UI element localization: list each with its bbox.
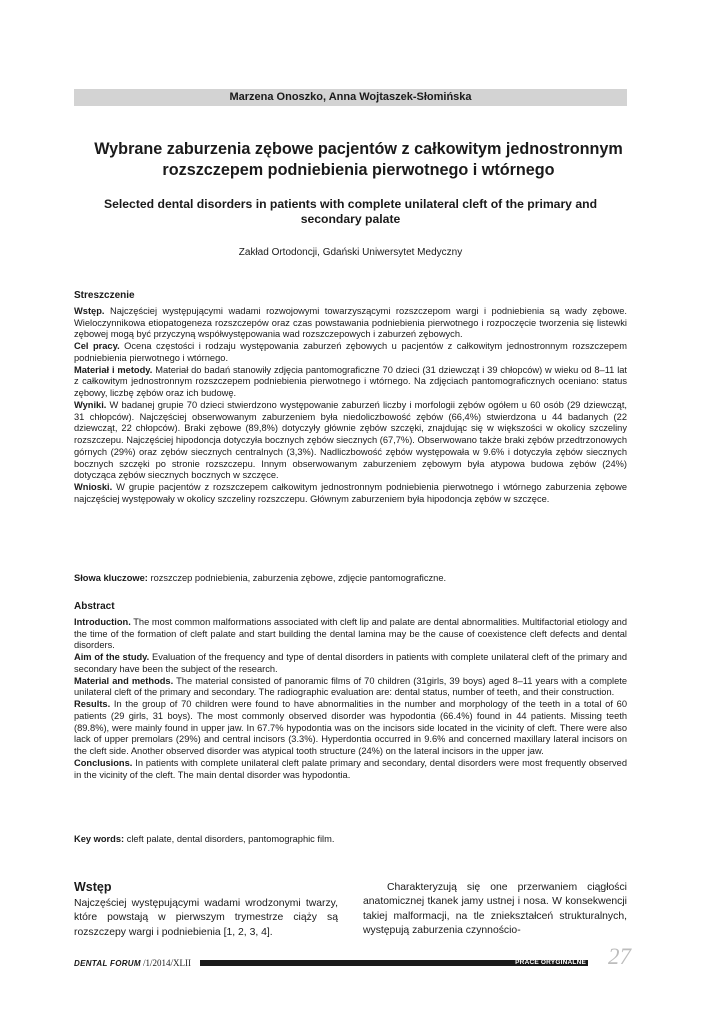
streszczenie-heading: Streszczenie xyxy=(74,290,135,301)
abstract-results xyxy=(74,699,627,758)
streszczenie-section xyxy=(74,290,627,506)
introduction-text: The most common malformations associated with cleft lip and palate are dental abnormalities. Multifactorial etiology and the time of the formation of cleft palate and start building the dental lamina may be the cause of coexistence cleft defects and dental disorders. xyxy=(74,616,627,651)
abstract-section xyxy=(74,601,627,781)
authors: Marzena Onoszko, Anna Wojtaszek-Słomińska xyxy=(229,91,472,103)
keywords-english-label: Key words: xyxy=(74,834,125,844)
title-english-line-2: secondary palate xyxy=(300,212,401,226)
body-right-column xyxy=(363,881,627,939)
keywords-polish xyxy=(74,572,627,584)
streszczenie-material xyxy=(74,365,627,400)
body-right-paragraph: Charakteryzują się one przerwaniem ciągłości anatomicznej tkanek jamy ustnej i nosa. W konsekwencji takiej malformacji, na tle zniekształceń strukturalnych, występują zaburzenia czynnościo- xyxy=(363,882,627,937)
keywords-english-text: cleft palate, dental disorders, pantomographic film. xyxy=(124,834,335,844)
results-text: In the group of 70 children were found to have abnormalities in the number and morphology of the teeth in a total of 60 patients (29 girls, 31 boys). The most commonly observed disorder was hypodontia (66.4%) found in 44 patients. Missing teeth (89.8%), were mainly found in upper jaw. In 67.7% hypodontia was on the incisors side located in the vicinity of cleft. There were also lack of upper premolars (29%) and central incisors (3.3%). Hyperdontia occurred in 9.6% and concerned maxillary lateral incisors on the cleft side. Another observed disorder was atypical tooth structure (24%) on the lateral incisors in the upper jaw. xyxy=(74,699,627,756)
wyniki-text: W badanej grupie 70 dzieci stwierdzono występowanie zaburzeń liczby i morfologii zębów ogółem u 60 osób (29 dziewcząt, 31 chłopców). Najczęściej obserwowanym zaburzeniem była niedoliczbowość zębów (66,4%) stwierdzona u 44 badanych (22 dziewcząt, 22 chłopców). Braki zębowe (89,8%) dotyczyły głównie zębów szczęki, znajdując się w większości w okolicy szczeliny rozszczepu. Najczęściej hipodoncja dotyczyła bocznych zębów siecznych (67,7%). Obserwowano także braki zębów przedtrzonowych górnych (29%) oraz zębów siecznych centralnych (3,3%). Nadliczbowość zębów występowała w 9.6% i dotyczyła zębów siecznych bocznych szczęki po stronie rozszczepu. Innym obserwowanym zaburzeniem zębowym była atypowa budowa zębów (24%) dotycząca zębów siecznych bocznych w szczęce. xyxy=(74,399,627,481)
authors-bar xyxy=(74,89,627,106)
introduction-label: Introduction. xyxy=(74,616,131,627)
aim-text: Evaluation of the frequency and type of dental disorders in patients with complete unilateral cleft of the primary and secondary have been the subject of the research. xyxy=(74,652,627,674)
title-english xyxy=(74,197,627,227)
keywords-english xyxy=(74,833,627,845)
abstract-aim xyxy=(74,652,627,676)
cel-text: Ocena częstości i rodzaju występowania zaburzeń zębowych u pacjentów z całkowitym jednostronnym rozszczepem podniebienia pierwotnego i wtórnego. xyxy=(74,341,627,363)
title-polish-line-2: rozszczepem podniebienia pierwotnego i wtórnego xyxy=(162,161,555,179)
material-text: Materiał do badań stanowiły zdjęcia pantomograficzne 70 dzieci (31 dziewcząt i 39 chłopców) w wieku od 8–11 lat z całkowitym jednostronnym rozszczepem podniebienia pierwotnego i wtórnego. Na zdjęciach pantomograficznych oceniano: status zębowy, liczbę zębów oraz ich budowę. xyxy=(74,364,628,398)
affiliation: Zakład Ortodoncji, Gdański Uniwersytet Medyczny xyxy=(238,247,463,258)
conclusions-text: In patients with complete unilateral cleft palate primary and secondary, dental disorders were most frequently observed in the vicinity of the cleft. The main dental disorder was hypodontia. xyxy=(74,757,627,780)
body-left-column xyxy=(74,880,338,940)
abstract-conclusions xyxy=(74,758,627,782)
footer-issue: /1/2014/XLII xyxy=(143,958,191,968)
wyniki-label: Wyniki. xyxy=(74,399,107,410)
streszczenie-wnioski xyxy=(74,482,627,506)
title-polish xyxy=(60,139,657,181)
methods-text: The material consisted of panoramic films of 70 children (31girls, 39 boys) aged 8–11 years with a complete unilateral cleft of the primary and secondary. The radiographic evaluation are: dental status, number of teeth, and their construction. xyxy=(74,675,627,698)
aim-label: Aim of the study. xyxy=(74,652,150,662)
abstract-introduction xyxy=(74,617,627,652)
wstep-text: Najczęściej występującymi wadami rozwojowymi towarzyszącymi rozszczepom wargi i podniebienia są wady zębowe. Wieloczynnikowa etiopatogeneza rozszczepów oraz czas powstawania podniebienia pierwotnego i rozpoczęcie tworzenia się listewki zębowej mogą być przyczyną współwystępowania wad rozszczepowych i zaburzeń zębowych. xyxy=(74,305,627,340)
abstract-methods xyxy=(74,676,627,700)
wnioski-label: Wnioski. xyxy=(74,482,113,492)
abstract-heading: Abstract xyxy=(74,601,115,612)
footer-journal-logo: DENTAL FORUM xyxy=(74,959,141,968)
results-label: Results. xyxy=(74,699,111,709)
wnioski-text: W grupie pacjentów z rozszczepem całkowitym jednostronnym podniebienia pierwotnego i wtórnego zaburzenia zębowe najczęściej występowały w okolicy szczeliny rozszczepu. Głównym zaburzeniem była hipodoncja zębów w szczęce. xyxy=(74,482,627,504)
title-polish-line-1: Wybrane zaburzenia zębowe pacjentów z całkowitym jednostronnym xyxy=(94,140,623,158)
body-left-paragraph: Najczęściej występującymi wadami wrodzonymi twarzy, które powstają w pierwszym trymestrze ciąży są rozszczepy wargi i podniebienia [1, 2, 3, 4]. xyxy=(74,898,338,938)
streszczenie-cel xyxy=(74,341,627,365)
material-label: Materiał i metody. xyxy=(74,364,153,375)
keywords-polish-label: Słowa kluczowe: xyxy=(74,573,148,583)
streszczenie-wstep xyxy=(74,306,627,341)
methods-label: Material and methods. xyxy=(74,675,174,686)
footer-section-label: PRACE ORYGINALNE xyxy=(515,959,586,966)
wstep-label: Wstęp. xyxy=(74,305,105,316)
title-english-line-1: Selected dental disorders in patients with complete unilateral cleft of the primary and xyxy=(103,197,598,211)
streszczenie-wyniki xyxy=(74,400,627,482)
page-number: 27 xyxy=(608,944,631,969)
keywords-polish-text: rozszczep podniebienia, zaburzenia zębowe, zdjęcie pantomograficzne. xyxy=(147,573,447,583)
cel-label: Cel pracy. xyxy=(74,341,120,351)
section-heading-wstep: Wstęp xyxy=(74,880,112,894)
conclusions-label: Conclusions. xyxy=(74,757,133,768)
